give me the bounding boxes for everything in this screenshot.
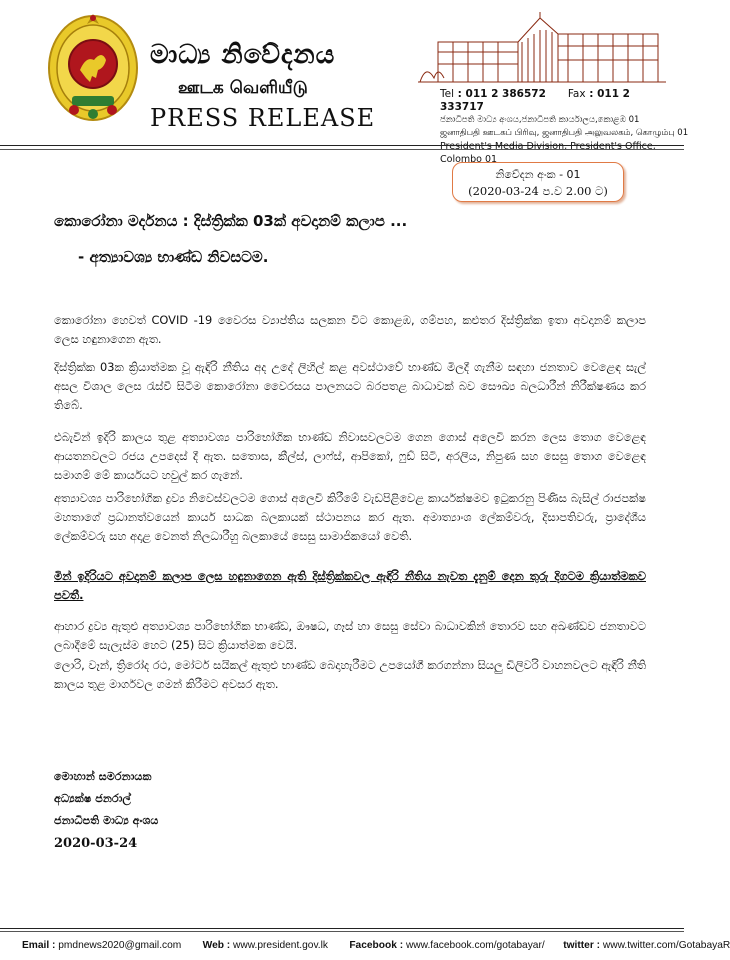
office-sinhala: ජනාධිපති මාධ්‍ය අංශය,ජනාධිපති කාර්යාලය,කොළඹ 01: [440, 115, 640, 125]
body-paragraph-emphasis: මින් ඉදිරියට අවදානම් කලාප ලෙස හඳුනාගෙන ඇති දිස්ත්‍රික්කවල ඇඳිරි නීතිය නැවත දැනුම් දෙන තුරු දිගටම ක්‍රියාත්මකව පවතී.: [54, 569, 646, 602]
office-tamil: ஜனாதிபதி ஊடகப் பிரிவு, ஜனாதிபதி அலுவலகம், கொழும்பு 01: [440, 128, 689, 138]
sub-headline: - අත්‍යාවශ්‍ය භාණ්ඩ නිවසටම.: [78, 248, 269, 266]
signature-date: 2020-03-24: [54, 836, 138, 851]
release-number: නිවේදන අංක - 01: [495, 168, 581, 181]
twitter-link[interactable]: www.twitter.com/GotabayaR: [602, 940, 730, 951]
signatory-position: අධ්‍යක්ෂ ජනරාල්: [54, 792, 131, 805]
title-tamil: ஊடக வெளியீடு: [178, 78, 308, 98]
presidential-secretariat-building-icon: [418, 12, 666, 84]
facebook-label: Facebook :: [349, 940, 404, 951]
tel-value: : 011 2 386572: [457, 88, 546, 100]
body-paragraph: ආහාර ද්‍රව්‍ය ඇතුළු අත්‍යාවශ්‍ය පාරිභෝගික භාණ්ඩ, ඖෂධ, ගෑස් හා සෙසු සේවා බාධාවකින් තොරව සහ අඛණ්ඩව ජනතාවට ලබාදීමේ සැලැස්ම හෙට (25) සිට ක්‍රියාත්මක වෙයි.: [54, 619, 646, 652]
release-datetime: (2020-03-24 ප.ව 2.00 ට): [468, 184, 608, 198]
signatory-office: ජනාධිපති මාධ්‍ය අංශය: [54, 814, 159, 827]
title-sinhala: මාධ්‍ය නිවේදනය: [150, 40, 336, 70]
title-english: PRESS RELEASE: [150, 104, 376, 132]
headline: කොරෝනා මර්දනය : දිස්ත්‍රික්ක 03ක් අවදානම් කලාප ...: [54, 212, 408, 230]
fax-label: Fax: [567, 88, 586, 100]
web-link[interactable]: www.president.gov.lk: [233, 940, 328, 951]
signatory-name: මොහාන් සමරනායක: [54, 770, 152, 783]
web-label: Web :: [202, 940, 231, 951]
facebook-link[interactable]: www.facebook.com/gotabayar/: [405, 940, 545, 951]
contact-block: [440, 88, 689, 166]
body-paragraph: ලොරි, වෑන්, ත්‍රිරෝද රථ, මෝටර් සයිකල් ඇතුළු භාණ්ඩ බෙදාහැරීමට උපයෝගී කරගන්නා සියලු ඩිලිවරි වාහනවලට ඇඳිරි නීති කාලය තුළ මාර්ගවල ගමන් කිරීමට අවසර ඇත.: [54, 658, 646, 691]
email-label: Email :: [22, 940, 56, 951]
phone-fax-line: [440, 88, 676, 114]
release-number-stamp: [452, 162, 624, 202]
body-paragraph: අත්‍යාවශ්‍ය පාරිභෝගික ද්‍රව්‍ය නිවෙස්වලටම ගොස් අලෙවි කිරීමේ වැඩපිළිවෙළ කාර්යක්ෂමව ඉටුකරනු පිණිස බැසිල් රාජපක්ෂ මහතාගේ ප්‍රධානත්වයෙන් කාර්ය සාධක බලකායක් ස්ථාපනය කර ඇත. අමාත්‍යාංශ ලේකම්වරු, දිසාපතිවරු, ප්‍රාදේශීය ලේකම්වරු සහ අදාළ වෙනත් නිලධාරීහු බලකායේ සෙසු සාමාජිකයෝ වෙති.: [54, 491, 646, 543]
office-english: President's Media Division, President's Office, Colombo 01: [440, 141, 656, 165]
body-paragraph: එබැවින් ඉදිරි කාලය තුළ අත්‍යාවශ්‍ය පාරිභෝගික භාණ්ඩ නිවාසවලටම ගෙන ගොස් අලෙවි කරන ලෙස තොග වෙළෙඳ ආයතනවලට රජය උපදෙස් දී ඇත. සතොස, කීල්ස්, ලාෆ්ස්, ආපිකෝ, ෆුඩ් සිටි, අරලිය, නිපුණ සහ සෙසු තොග වෙළෙඳ සමාගම් මේ කාර්යයට හවුල් කර ගැනේ.: [54, 430, 646, 482]
body-paragraph: කොරෝනා හෙවත් COVID -19 වෛරස ව්‍යාප්තිය සලකන විට කොළඹ, ගම්පහ, කළුතර දිස්ත්‍රික්ක ඉතා අවදානම් කලාප ලෙස හඳුනාගෙන ඇත.: [54, 313, 646, 346]
tel-label: Tel: [440, 88, 455, 100]
footer-contacts: [22, 940, 730, 951]
header-divider-thin: [0, 149, 684, 150]
twitter-label: twitter :: [563, 940, 601, 951]
footer-divider-thin: [0, 931, 684, 932]
sri-lanka-emblem-icon: [44, 8, 142, 124]
header-divider: [0, 145, 684, 146]
footer-divider: [0, 928, 684, 929]
fax-value: : 011 2 333717: [440, 88, 630, 113]
body-paragraph: දිස්ත්‍රික්ක 03ක ක්‍රියාත්මක වූ ඇඳිරි නීතිය අද උදේ ලිහිල් කළ අවස්ථාවේ භාණ්ඩ මිලදී ගැනීම සඳහා ජනතාව වෙළෙඳ සැල් අසල විශාල ලෙස රැස්වී සිටීම කොරෝනා වෛරසය පාලනයට බරපතළ බාධාවක් බව සෞඛ්‍ය බලධාරීන් නිරීක්ෂණය කර තිබේ.: [54, 360, 646, 412]
email-link[interactable]: pmdnews2020@gmail.com: [58, 940, 182, 951]
